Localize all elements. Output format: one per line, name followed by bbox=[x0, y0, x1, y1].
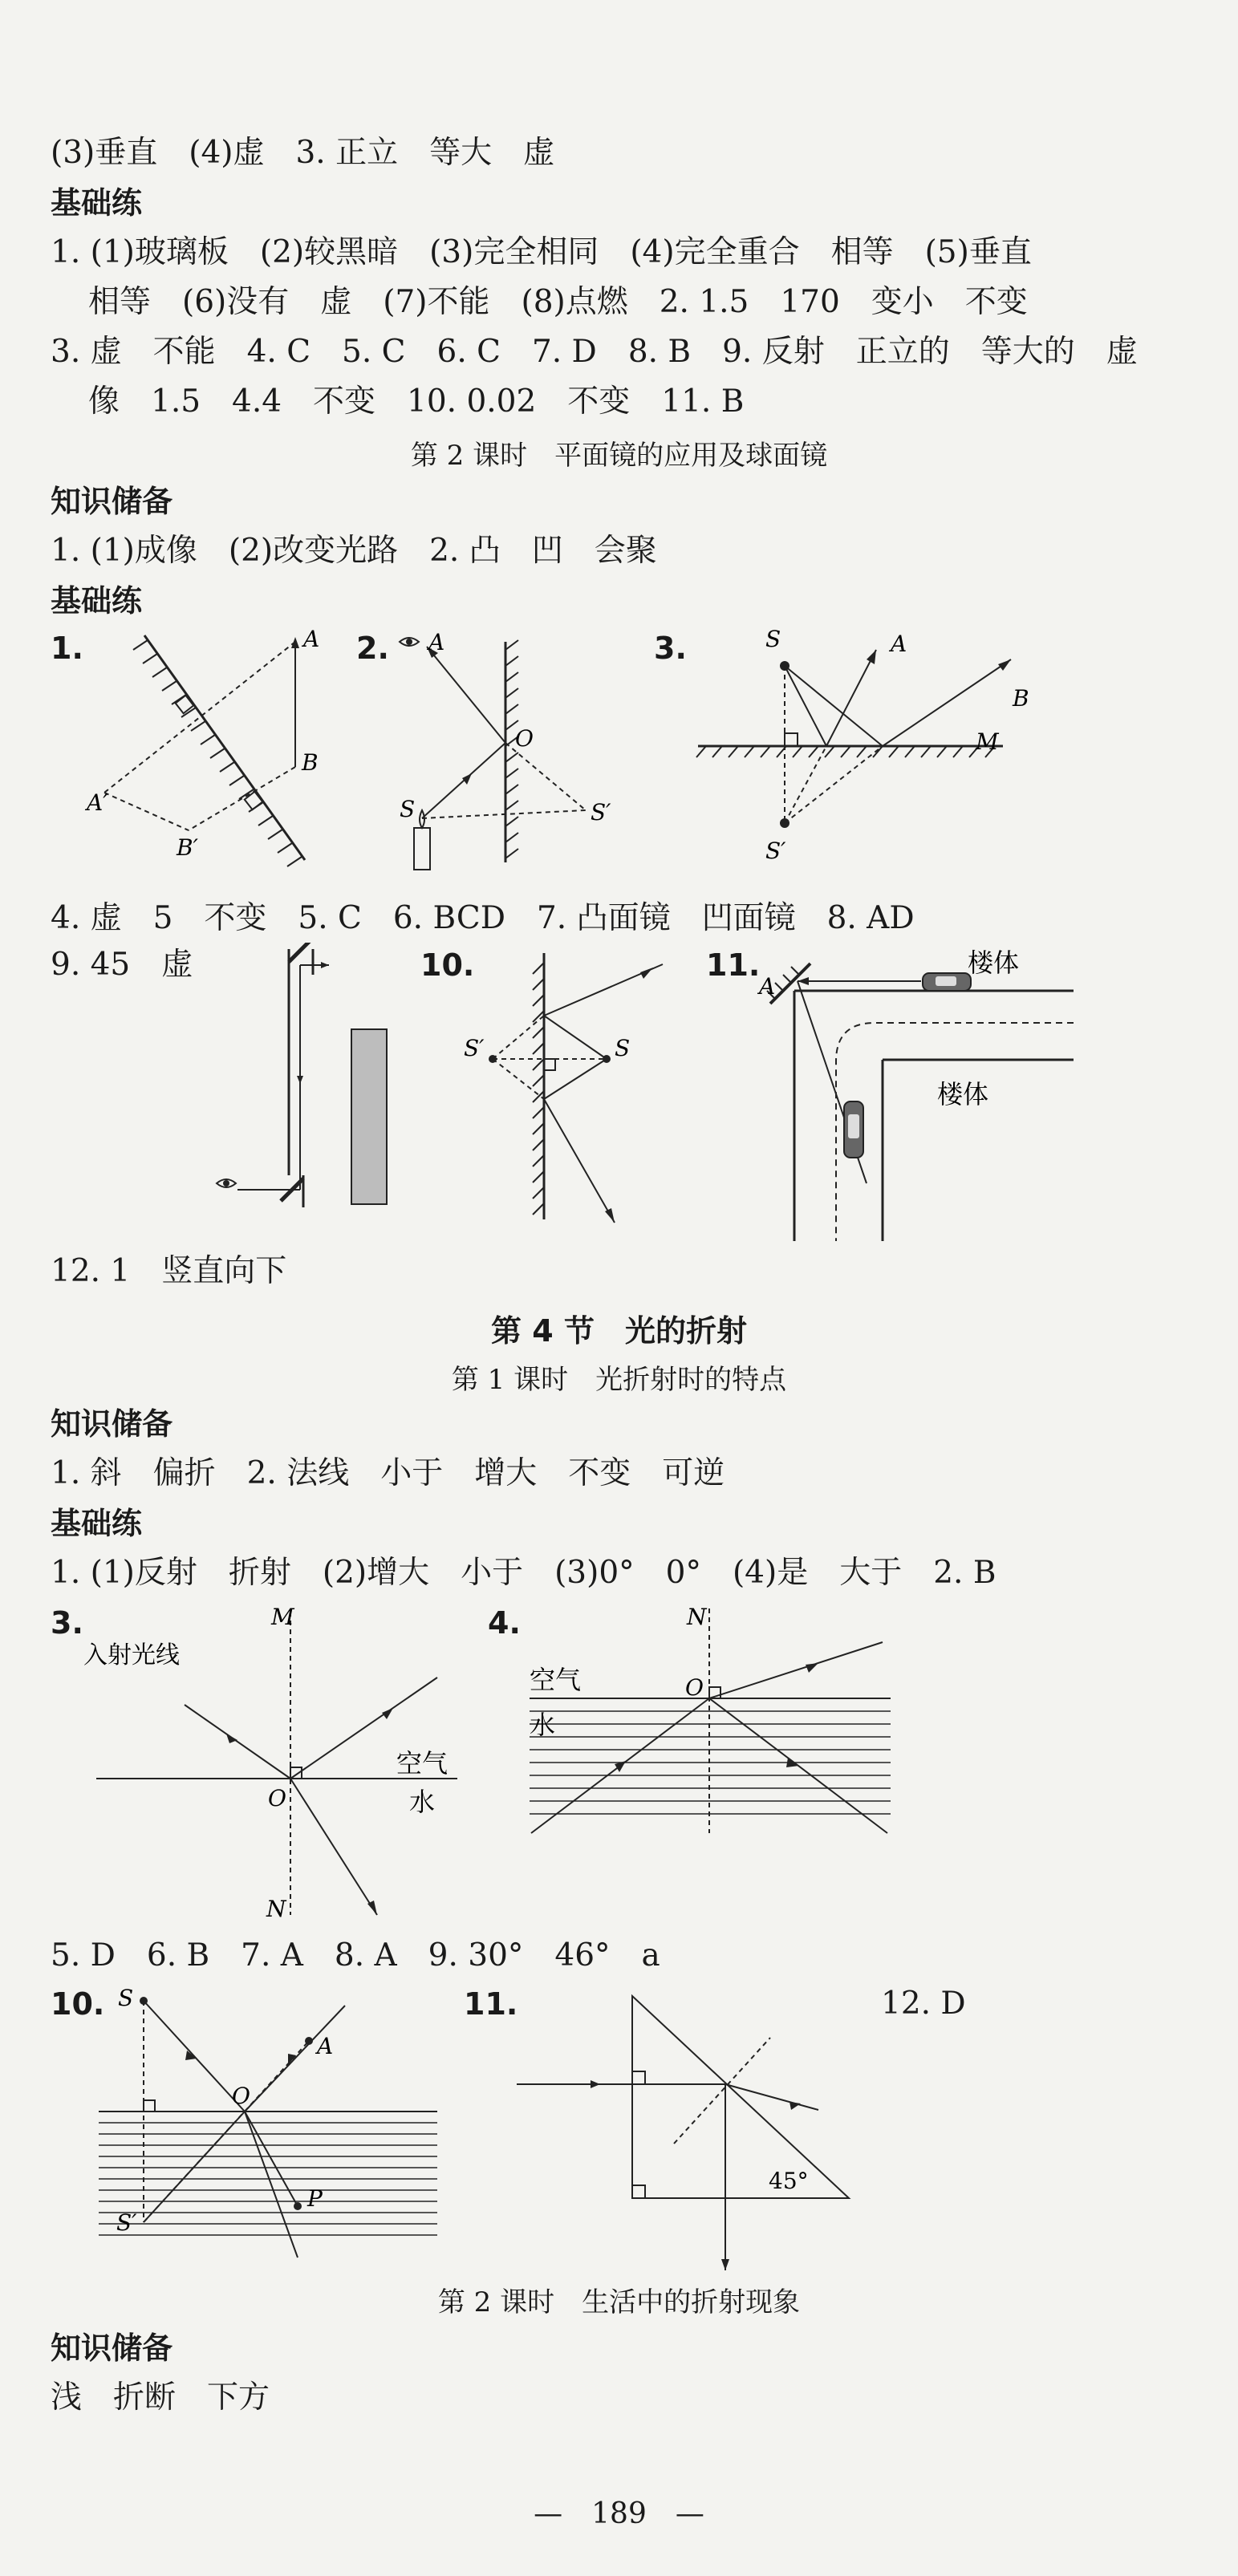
label-o: O bbox=[268, 1785, 286, 1811]
answer-line: 12. 1 竖直向下 bbox=[51, 1253, 287, 1289]
air-label: 空气 bbox=[530, 1665, 582, 1695]
figure-number: 1. bbox=[51, 631, 83, 666]
figure-1-mirror-image bbox=[80, 618, 337, 874]
label-s: S bbox=[615, 1035, 631, 1061]
figure-3-reflection-point bbox=[682, 618, 1051, 874]
answer-line: 5. D 6. B 7. A 8. A 9. 30° 46° a bbox=[51, 1937, 660, 1974]
figure-9-periscope bbox=[209, 943, 401, 1215]
label-s: S bbox=[765, 626, 781, 652]
figure-11b-prism bbox=[513, 1982, 867, 2278]
figure-number: 12. D bbox=[881, 1986, 966, 2022]
label-n: N bbox=[266, 1896, 286, 1921]
label-s-prime: S′ bbox=[116, 2209, 137, 2236]
figure-number: 2. bbox=[356, 631, 389, 666]
building-label: 楼体 bbox=[937, 1079, 989, 1110]
label-s-prime: S′ bbox=[765, 838, 786, 864]
label-a-prime: A′ bbox=[87, 789, 108, 816]
answer-line: 1. (1)玻璃板 (2)较黑暗 (3)完全相同 (4)完全重合 相等 (5)垂直 bbox=[51, 234, 1032, 270]
label-p: P bbox=[307, 2185, 323, 2212]
answer-line: 4. 虚 5 不变 5. C 6. BCD 7. 凸面镜 凹面镜 8. AD bbox=[51, 900, 915, 936]
lesson-title: 第 2 课时 生活中的折射现象 bbox=[437, 2286, 801, 2318]
section-heading: 基础练 bbox=[51, 1506, 143, 1541]
label-n: N bbox=[687, 1604, 707, 1630]
section-heading: 知识储备 bbox=[51, 1406, 173, 1442]
answer-line: 1. (1)成像 (2)改变光路 2. 凸 凹 会聚 bbox=[51, 533, 657, 569]
section-title: 第 4 节 光的折射 bbox=[491, 1313, 747, 1349]
air-label: 空气 bbox=[396, 1748, 449, 1779]
car-top bbox=[923, 973, 971, 991]
label-a: A bbox=[759, 973, 776, 1000]
figure-number: 3. bbox=[654, 631, 687, 666]
answer-line: 3. 虚 不能 4. C 5. C 6. C 7. D 8. B 9. 反射 正立的 等大的 虚 bbox=[51, 334, 1138, 370]
figure-number: 11. bbox=[464, 1986, 518, 2022]
lesson-title: 第 2 课时 平面镜的应用及球面镜 bbox=[410, 440, 828, 472]
incident-ray-label: 入射光线 bbox=[83, 1641, 180, 1669]
label-b: B bbox=[1013, 685, 1029, 712]
angle-label: 45° bbox=[769, 2168, 809, 2194]
answer-line: 像 1.5 4.4 不变 10. 0.02 不变 11. B bbox=[88, 383, 745, 420]
label-a: A bbox=[891, 631, 907, 657]
section-heading: 知识储备 bbox=[51, 484, 173, 519]
car-left bbox=[844, 1101, 863, 1158]
label-m: M bbox=[976, 728, 999, 755]
label-s: S bbox=[118, 1985, 134, 2011]
label-b: B bbox=[302, 749, 319, 776]
answer-line: 1. 斜 偏折 2. 法线 小于 增大 不变 可逆 bbox=[51, 1455, 725, 1491]
figure-11-corner-mirror bbox=[746, 943, 1083, 1247]
figure-3b-refraction bbox=[80, 1600, 465, 1921]
figure-number: 4. bbox=[488, 1605, 521, 1641]
label-o: O bbox=[685, 1674, 704, 1701]
label-o: O bbox=[515, 725, 534, 752]
lesson-title: 第 1 课时 光折射时的特点 bbox=[451, 1364, 787, 1396]
figure-number: 10. bbox=[420, 947, 475, 983]
answer-line: 浅 折断 下方 bbox=[51, 2379, 270, 2416]
label-s-prime: S′ bbox=[591, 799, 611, 826]
figure-2-candle-mirror bbox=[385, 618, 642, 882]
answer-line: 1. (1)反射 折射 (2)增大 小于 (3)0° 0° (4)是 大于 2. B bbox=[51, 1555, 996, 1591]
figure-4b-refraction bbox=[513, 1600, 891, 1849]
figure-number: 11. bbox=[706, 947, 761, 983]
water-label: 水 bbox=[530, 1710, 556, 1740]
figure-10b-water-refraction bbox=[92, 1982, 445, 2262]
figure-number: 10. bbox=[51, 1986, 105, 2022]
answer-line: 相等 (6)没有 虚 (7)不能 (8)点燃 2. 1.5 170 变小 不变 bbox=[88, 284, 1028, 320]
figure-number: 3. bbox=[51, 1605, 83, 1641]
label-a: A bbox=[303, 626, 320, 652]
label-a: A bbox=[317, 2033, 334, 2059]
answer-line: (3)垂直 (4)虚 3. 正立 等大 虚 bbox=[51, 135, 555, 171]
page-number: — 189 — bbox=[534, 2497, 704, 2530]
figure-number: 9. 45 虚 bbox=[51, 947, 193, 983]
section-heading: 基础练 bbox=[51, 583, 143, 619]
figure-10-mirror-rays bbox=[457, 947, 682, 1227]
section-heading: 基础练 bbox=[51, 185, 143, 221]
water-label: 水 bbox=[409, 1787, 436, 1817]
label-s: S bbox=[400, 796, 416, 822]
label-m: M bbox=[271, 1604, 294, 1630]
building-label: 楼体 bbox=[968, 947, 1020, 978]
section-heading: 知识储备 bbox=[51, 2331, 173, 2366]
label-a: A bbox=[428, 629, 445, 655]
label-s-prime: S′ bbox=[464, 1035, 485, 1061]
label-o: O bbox=[232, 2083, 250, 2109]
label-b-prime: B′ bbox=[177, 834, 198, 861]
